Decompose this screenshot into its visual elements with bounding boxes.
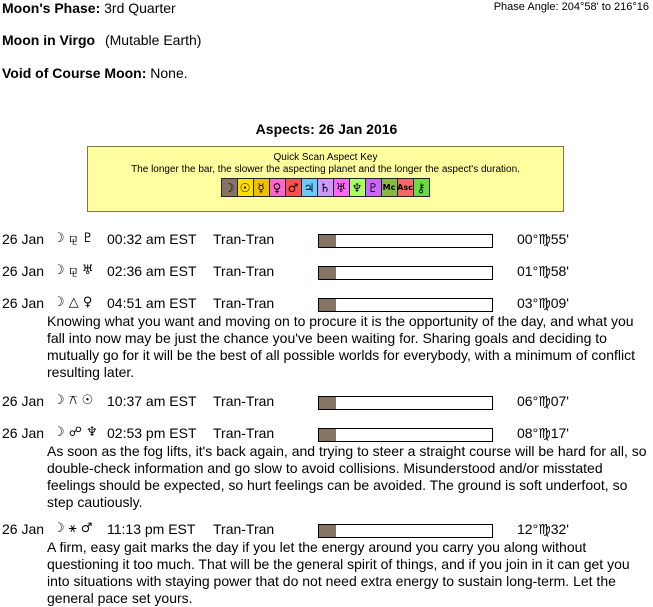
aspect-line [0,263,653,281]
void-of-course-label: Void of Course Moon: [2,65,147,81]
aspect-line [0,393,653,411]
aspect-glyphs: ☽ ☍ ♆ [53,425,98,440]
aspect-degree: 12°♍32' [517,521,569,537]
void-of-course-value: None. [150,65,188,81]
aspect-description: As soon as the fog lifts, it's back again, and trying to steer a straight course will be hard for all, so double-check information and go slow to avoid collisions. Misunderstood and/or misstated feelings should be expected, so hurt feelings can be avoided. The ground is soft underfoot, so step cautiously. [47,443,647,510]
aspect-degree: 03°♍09' [517,295,569,311]
moon-phase-value: 3rd Quarter [104,0,176,16]
aspect-entry [0,425,653,511]
aspect-degree: 06°♍07' [517,393,569,409]
aspect-degree: 01°♍58' [517,263,569,279]
aspect-duration-bar [318,266,493,280]
aspect-entry [0,263,653,281]
aspect-duration-bar [318,234,493,248]
aspect-glyphs: ☽ ⚼ ♅ [53,263,94,278]
aspect-duration-fill [319,429,336,441]
aspect-time: 02:53 pm EST [107,425,197,441]
planet-swatch: ♇ [365,178,382,197]
aspect-entry [0,295,653,381]
aspect-time: 11:13 pm EST [107,521,196,537]
aspect-date: 26 Jan [2,231,45,247]
aspect-line [0,295,653,313]
aspect-kind: Tran-Tran [213,295,275,311]
aspect-date: 26 Jan [2,393,45,409]
aspect-time: 10:37 am EST [107,393,197,409]
aspect-date: 26 Jan [2,263,45,279]
planet-swatch: ⚷ [413,178,430,197]
quick-scan-key [87,146,564,212]
planet-swatch: ☽ [221,178,238,197]
aspect-kind: Tran-Tran [213,393,275,409]
aspect-date: 26 Jan [2,521,45,537]
phase-angle-label: Phase Angle: [493,1,559,13]
aspect-duration-bar [318,396,493,410]
aspect-time: 00:32 am EST [107,231,197,247]
aspect-duration-fill [319,397,336,409]
aspect-date: 26 Jan [2,425,45,441]
aspect-entry [0,393,653,411]
aspect-duration-fill [319,525,336,537]
aspect-duration-bar [318,428,493,442]
planet-swatch: Asc [397,178,414,197]
aspect-duration-fill [319,299,336,311]
aspect-glyphs: ☽ ⚹ ♂ [53,521,93,536]
aspect-line [0,521,653,539]
aspect-entry [0,521,653,607]
aspect-duration-bar [318,524,493,538]
aspect-line [0,425,653,443]
aspect-line [0,231,653,249]
aspect-description: Knowing what you want and moving on to procure it is the opportunity of the day, and what you fall into now may be just the chance you've been waiting for. Sharing goals and deciding to mutually go for it will be the best of all possible worlds for everybody, with a minimum of conflict resulting later. [47,313,635,380]
phase-angle [494,1,649,13]
moon-sign-row [2,32,201,48]
aspect-duration-fill [319,267,336,279]
moon-phase-row [2,0,176,16]
aspect-glyphs: ☽ ⚼ ♇ [53,231,94,246]
moon-sign-value: (Mutable Earth) [104,32,202,48]
aspect-entry [0,231,653,249]
aspects-title: Aspects: 26 Jan 2016 [255,121,398,137]
aspect-duration-bar [318,298,493,312]
void-of-course-row [2,65,188,81]
aspect-glyphs: ☽ △ ♀ [53,295,93,310]
aspect-glyphs: ☽ ⚻ ☉ [53,393,94,408]
phase-angle-value: 204°58' to 216°16 [561,1,649,13]
aspect-degree: 00°♍55' [517,231,569,247]
aspect-description: A firm, easy gait marks the day if you let the energy around you carry you along without questioning it too much. That will be the general spirit of things, and if you join in it can get you into situations with staying power that do not need extra energy to sustain long-term. Let the general pace set yours. [47,539,630,606]
moon-phase-label: Moon's Phase: [2,0,101,16]
planet-swatch: ♂ [285,178,302,197]
aspect-degree: 08°♍17' [517,425,569,441]
planet-swatch: Mc [381,178,398,197]
aspect-kind: Tran-Tran [213,231,275,247]
aspect-duration-fill [319,235,336,247]
moon-sign-label: Moon in Virgo [2,32,96,48]
planet-swatch: ♃ [301,178,318,197]
planet-swatch: ♄ [317,178,334,197]
quick-key-title: Quick Scan Aspect Key [273,152,378,163]
aspect-date: 26 Jan [2,295,45,311]
aspect-kind: Tran-Tran [213,521,275,537]
planet-swatch: ♅ [333,178,350,197]
planet-swatch: ♆ [349,178,366,197]
aspect-kind: Tran-Tran [213,263,275,279]
planet-swatch: ☿ [253,178,270,197]
quick-key-swatches [88,178,563,197]
aspect-time: 02:36 am EST [107,263,197,279]
planet-swatch: ☉ [237,178,254,197]
quick-key-subtitle: The longer the bar, the slower the aspecting planet and the longer the aspect's duration. [131,164,520,175]
aspect-time: 04:51 am EST [107,295,197,311]
aspect-kind: Tran-Tran [213,425,275,441]
planet-swatch: ♀ [269,178,286,197]
